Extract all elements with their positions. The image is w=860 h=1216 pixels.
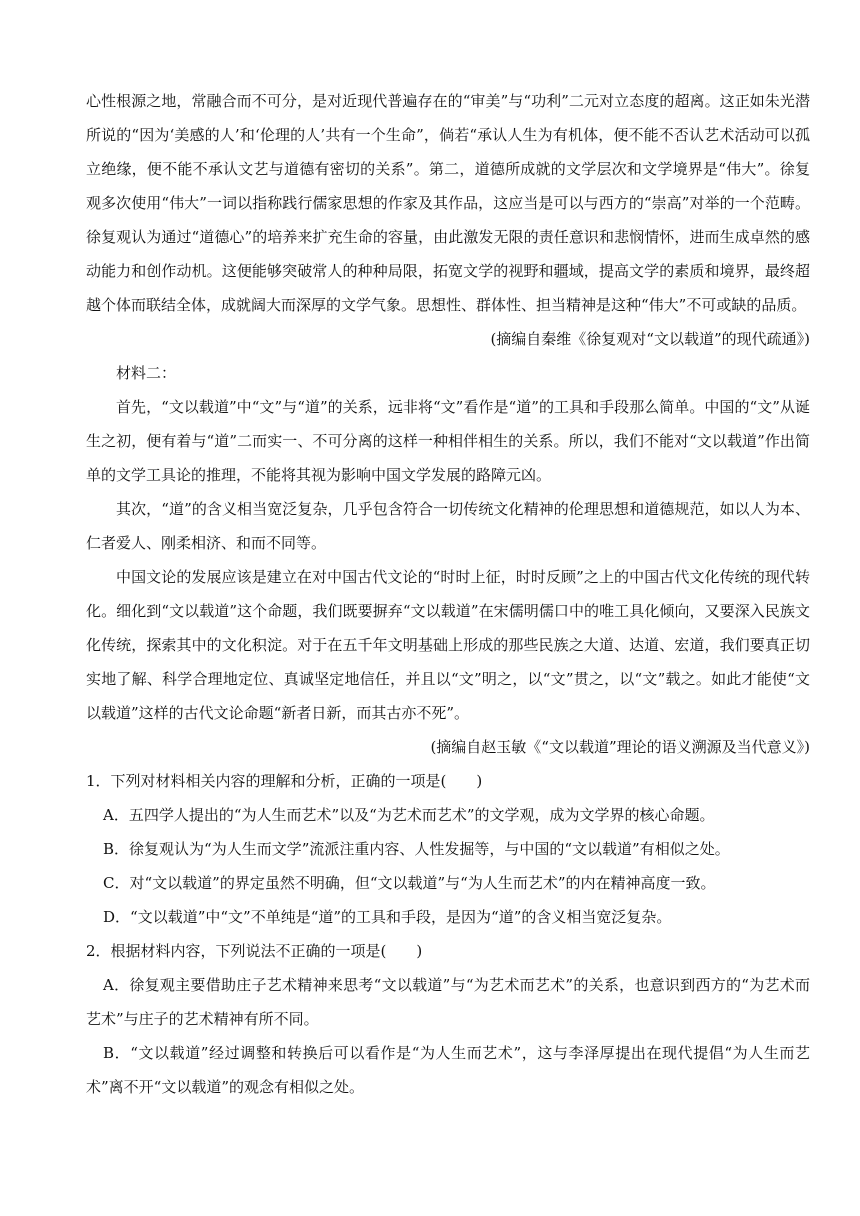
question-2-option-b[interactable]: B．“文以载道”经过调整和转换后可以看作是“为人生而艺术”，这与李泽厚提出在现代提倡“为人生而艺术”离不开“文以载道”的观念有相似之处。: [86, 1044, 810, 1096]
material1-paragraph: 心性根源之地，常融合而不可分，是对近现代普遍存在的“审美”与“功利”二元对立态度的超离。这正如朱光潜所说的“因为‘美感的人’和‘伦理的人’共有一个生命”，倘若“承认人生为有机体，便不能不否认艺术活动可以孤立绝缘，便不能不承认文艺与道德有密切的关系”。第二，道德所成就的文学层次和文学境界是“伟大”。徐复观多次使用“伟大”一词以指称践行儒家思想的作家及其作品，这应当是可以与西方的“崇高”对举的一个范畴。徐复观认为通过“道德心”的培养来扩充生命的容量，由此激发无限的责任意识和悲悯情怀，进而生成卓然的感动能力和创作动机。这便能够突破常人的种种局限，拓宽文学的视野和疆域，提高文学的素质和境界，最终超越个体而联结全体，成就阔大而深厚的文学气象。思想性、群体性、担当精神是这种“伟大”不可或缺的品质。: [86, 92, 810, 314]
material2-heading: 材料二：: [116, 364, 177, 382]
question-1-option-b[interactable]: B．徐复观认为“为人生而文学”流派注重内容、人性发掘等，与中国的“文以载道”有相似之处。: [103, 840, 730, 858]
question-1-option-d[interactable]: D．“文以载道”中“文”不单纯是“道”的工具和手段，是因为“道”的含义相当宽泛复杂。: [103, 908, 672, 926]
material2-paragraph-3: 中国文论的发展应该是建立在对中国古代文论的“时时上征，时时反顾”之上的中国古代文化传统的现代转化。细化到“文以载道”这个命题，我们既要摒弃“文以载道”在宋儒明儒口中的唯工具化倾向，又要深入民族文化传统，探索其中的文化积淀。对于在五千年文明基础上形成的那些民族之大道、达道、宏道，我们要真正切实地了解、科学合理地定位、真诚坚定地信任，并且以“文”明之，以“文”贯之，以“文”载之。如此才能使“文以载道”这样的古代文论命题“新者日新，而其古亦不死”。: [86, 568, 810, 722]
material2-paragraph-1: 首先，“文以载道”中“文”与“道”的关系，远非将“文”看作是“道”的工具和手段那么简单。中国的“文”从诞生之初，便有着与“道”二而实一、不可分离的这样一种相伴相生的关系。所以，我们不能对“文以载道”作出简单的文学工具论的推理，不能将其视为影响中国文学发展的路障元凶。: [86, 398, 810, 484]
material1-source: (摘编自秦维《徐复观对“文以载道”的现代疏通》): [490, 330, 810, 348]
question-1-option-c[interactable]: C．对“文以载道”的界定虽然不明确，但“文以载道”与“为人生而艺术”的内在精神高度一致。: [103, 874, 716, 892]
question-1-stem: 1．下列对材料相关内容的理解和分析，正确的一项是( ): [86, 772, 483, 790]
question-2-stem: 2．根据材料内容，下列说法不正确的一项是( ): [86, 942, 423, 960]
document-page: [86, 84, 810, 1104]
question-1-option-a[interactable]: A．五四学人提出的“为人生而艺术”以及“为艺术而艺术”的文学观，成为文学界的核心命题。: [103, 806, 715, 824]
material2-paragraph-2: 其次，“道”的含义相当宽泛复杂，几乎包含符合一切传统文化精神的伦理思想和道德规范，如以人为本、仁者爱人、刚柔相济、和而不同等。: [86, 500, 810, 552]
question-2-option-a[interactable]: A．徐复观主要借助庄子艺术精神来思考“文以载道”与“为艺术而艺术”的关系，也意识到西方的“为艺术而艺术”与庄子的艺术精神有所不同。: [86, 976, 810, 1028]
material2-source: (摘编自赵玉敏《“文以载道”理论的语义溯源及当代意义》): [430, 738, 810, 756]
